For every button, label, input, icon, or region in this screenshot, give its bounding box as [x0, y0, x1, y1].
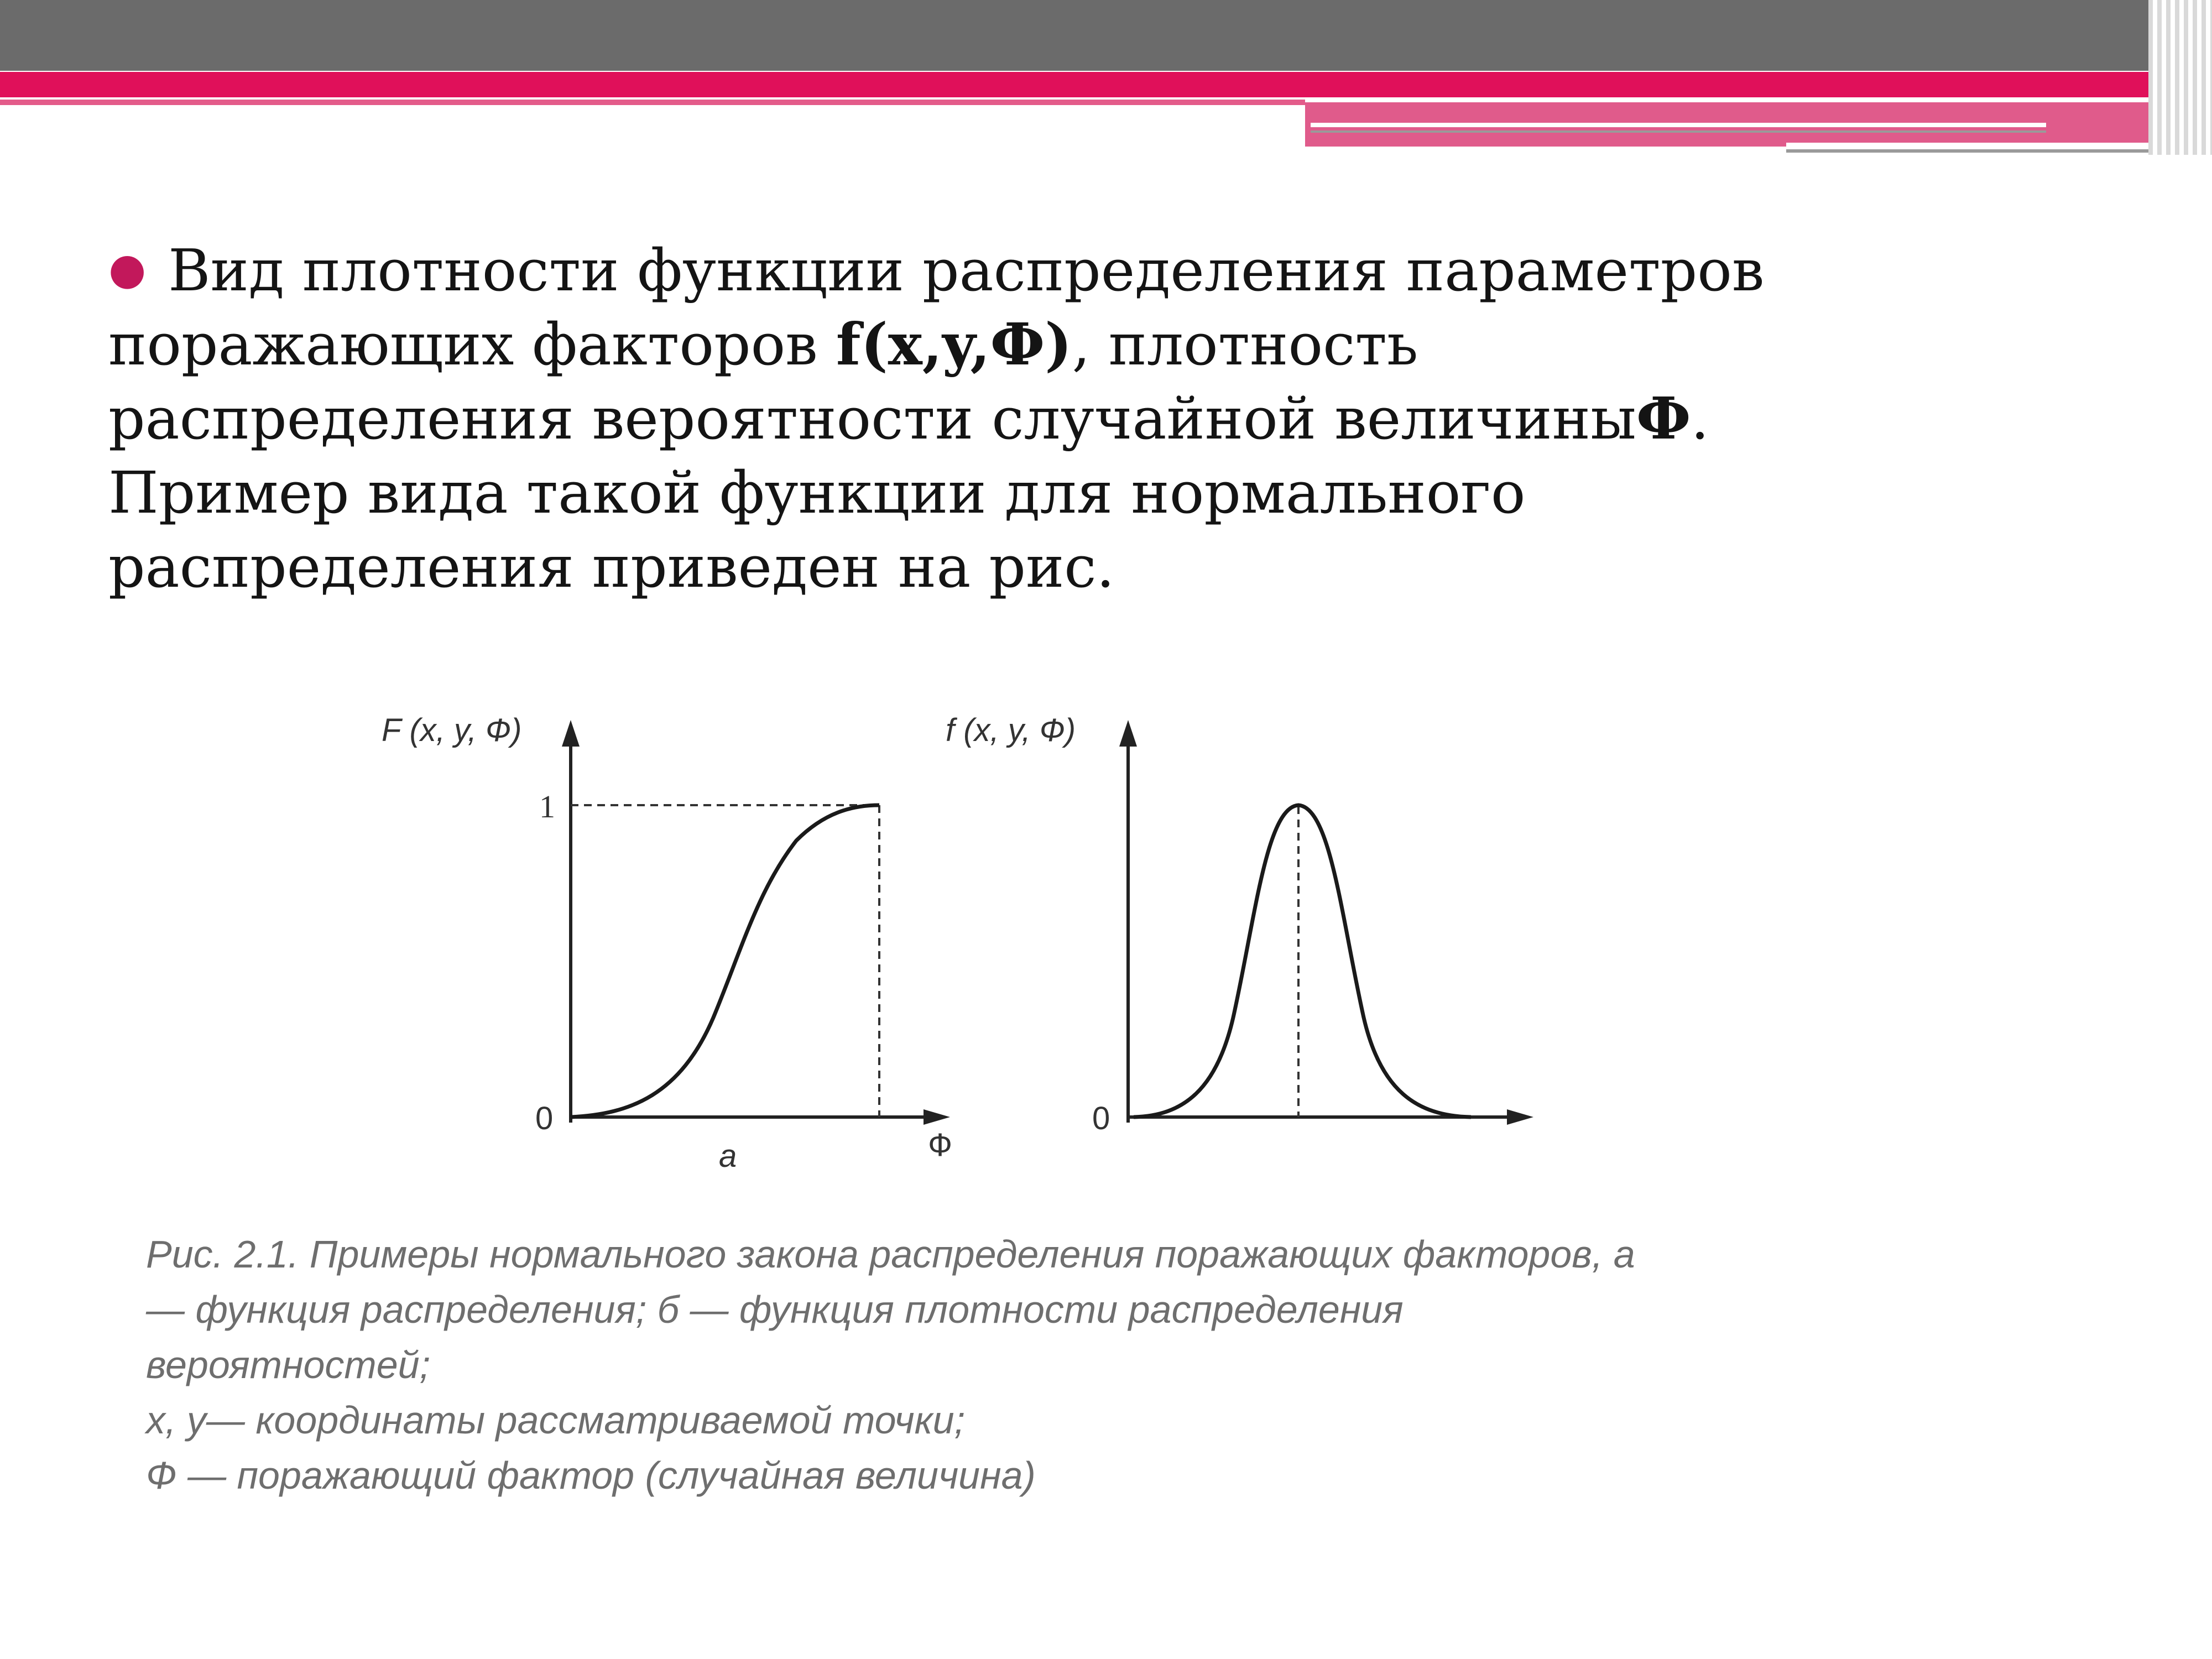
paragraph-line-2: поражающих факторов f(x,y,Ф), плотность: [108, 310, 1418, 378]
header-line-1: [1311, 123, 2046, 127]
caption-line-1: Рис. 2.1. Примеры нормального закона распределения поражающих факторов, а: [146, 1233, 1635, 1276]
figure-caption: [146, 1227, 1916, 1503]
paragraph-line-4: Пример вида такой функции для нормального: [108, 459, 1526, 526]
cdf-curve: [571, 805, 879, 1117]
left-y-arrow: [562, 720, 580, 747]
left-y-axis-label: F (x, y, Ф): [382, 712, 522, 748]
header-accent-stripe-thin: [0, 100, 1305, 105]
header-bar: [0, 0, 2212, 71]
right-origin-label: 0: [1092, 1100, 1110, 1136]
left-x-arrow: [924, 1109, 950, 1125]
caption-line-2: — функция распределения; б — функция плотности распределения: [146, 1288, 1404, 1331]
header-corner-bars: [2148, 0, 2212, 155]
left-origin-label: 0: [535, 1100, 554, 1136]
panel-label-a: а: [719, 1138, 737, 1174]
pdf-curve: [1134, 805, 1471, 1117]
paragraph-line-5: распределения приведен на рис.: [108, 533, 1115, 601]
header-line-4: [1786, 149, 2173, 153]
header-line-2: [1311, 131, 2046, 133]
right-plot: [946, 712, 1533, 1136]
right-y-axis-label: f (x, y, Ф): [946, 712, 1076, 748]
left-x-axis-label: Ф: [928, 1127, 953, 1163]
left-plot: [382, 712, 952, 1174]
header-line-3: [1786, 143, 2173, 148]
right-x-arrow: [1507, 1109, 1533, 1125]
plots-svg: [133, 708, 1902, 1228]
left-y-tick-1: 1: [539, 789, 555, 825]
caption-line-5: Ф — поражающий фактор (случайная величина): [146, 1454, 1036, 1497]
bullet-icon: ●: [108, 244, 147, 294]
formula-density: f(x,y,Ф): [836, 310, 1072, 378]
right-y-arrow: [1119, 720, 1137, 747]
caption-line-4: х, у— координаты рассматриваемой точки;: [146, 1399, 966, 1442]
header-accent-stripe: [0, 72, 2157, 97]
paragraph-line-3: распределения вероятности случайной величиныФ.: [108, 384, 1709, 452]
symbol-phi: Ф: [1636, 384, 1691, 452]
paragraph-line-1: ● Вид плотности функции распределения параметров: [108, 237, 1765, 304]
caption-line-3: вероятностей;: [146, 1343, 431, 1386]
bullet-paragraph: [108, 232, 2077, 604]
